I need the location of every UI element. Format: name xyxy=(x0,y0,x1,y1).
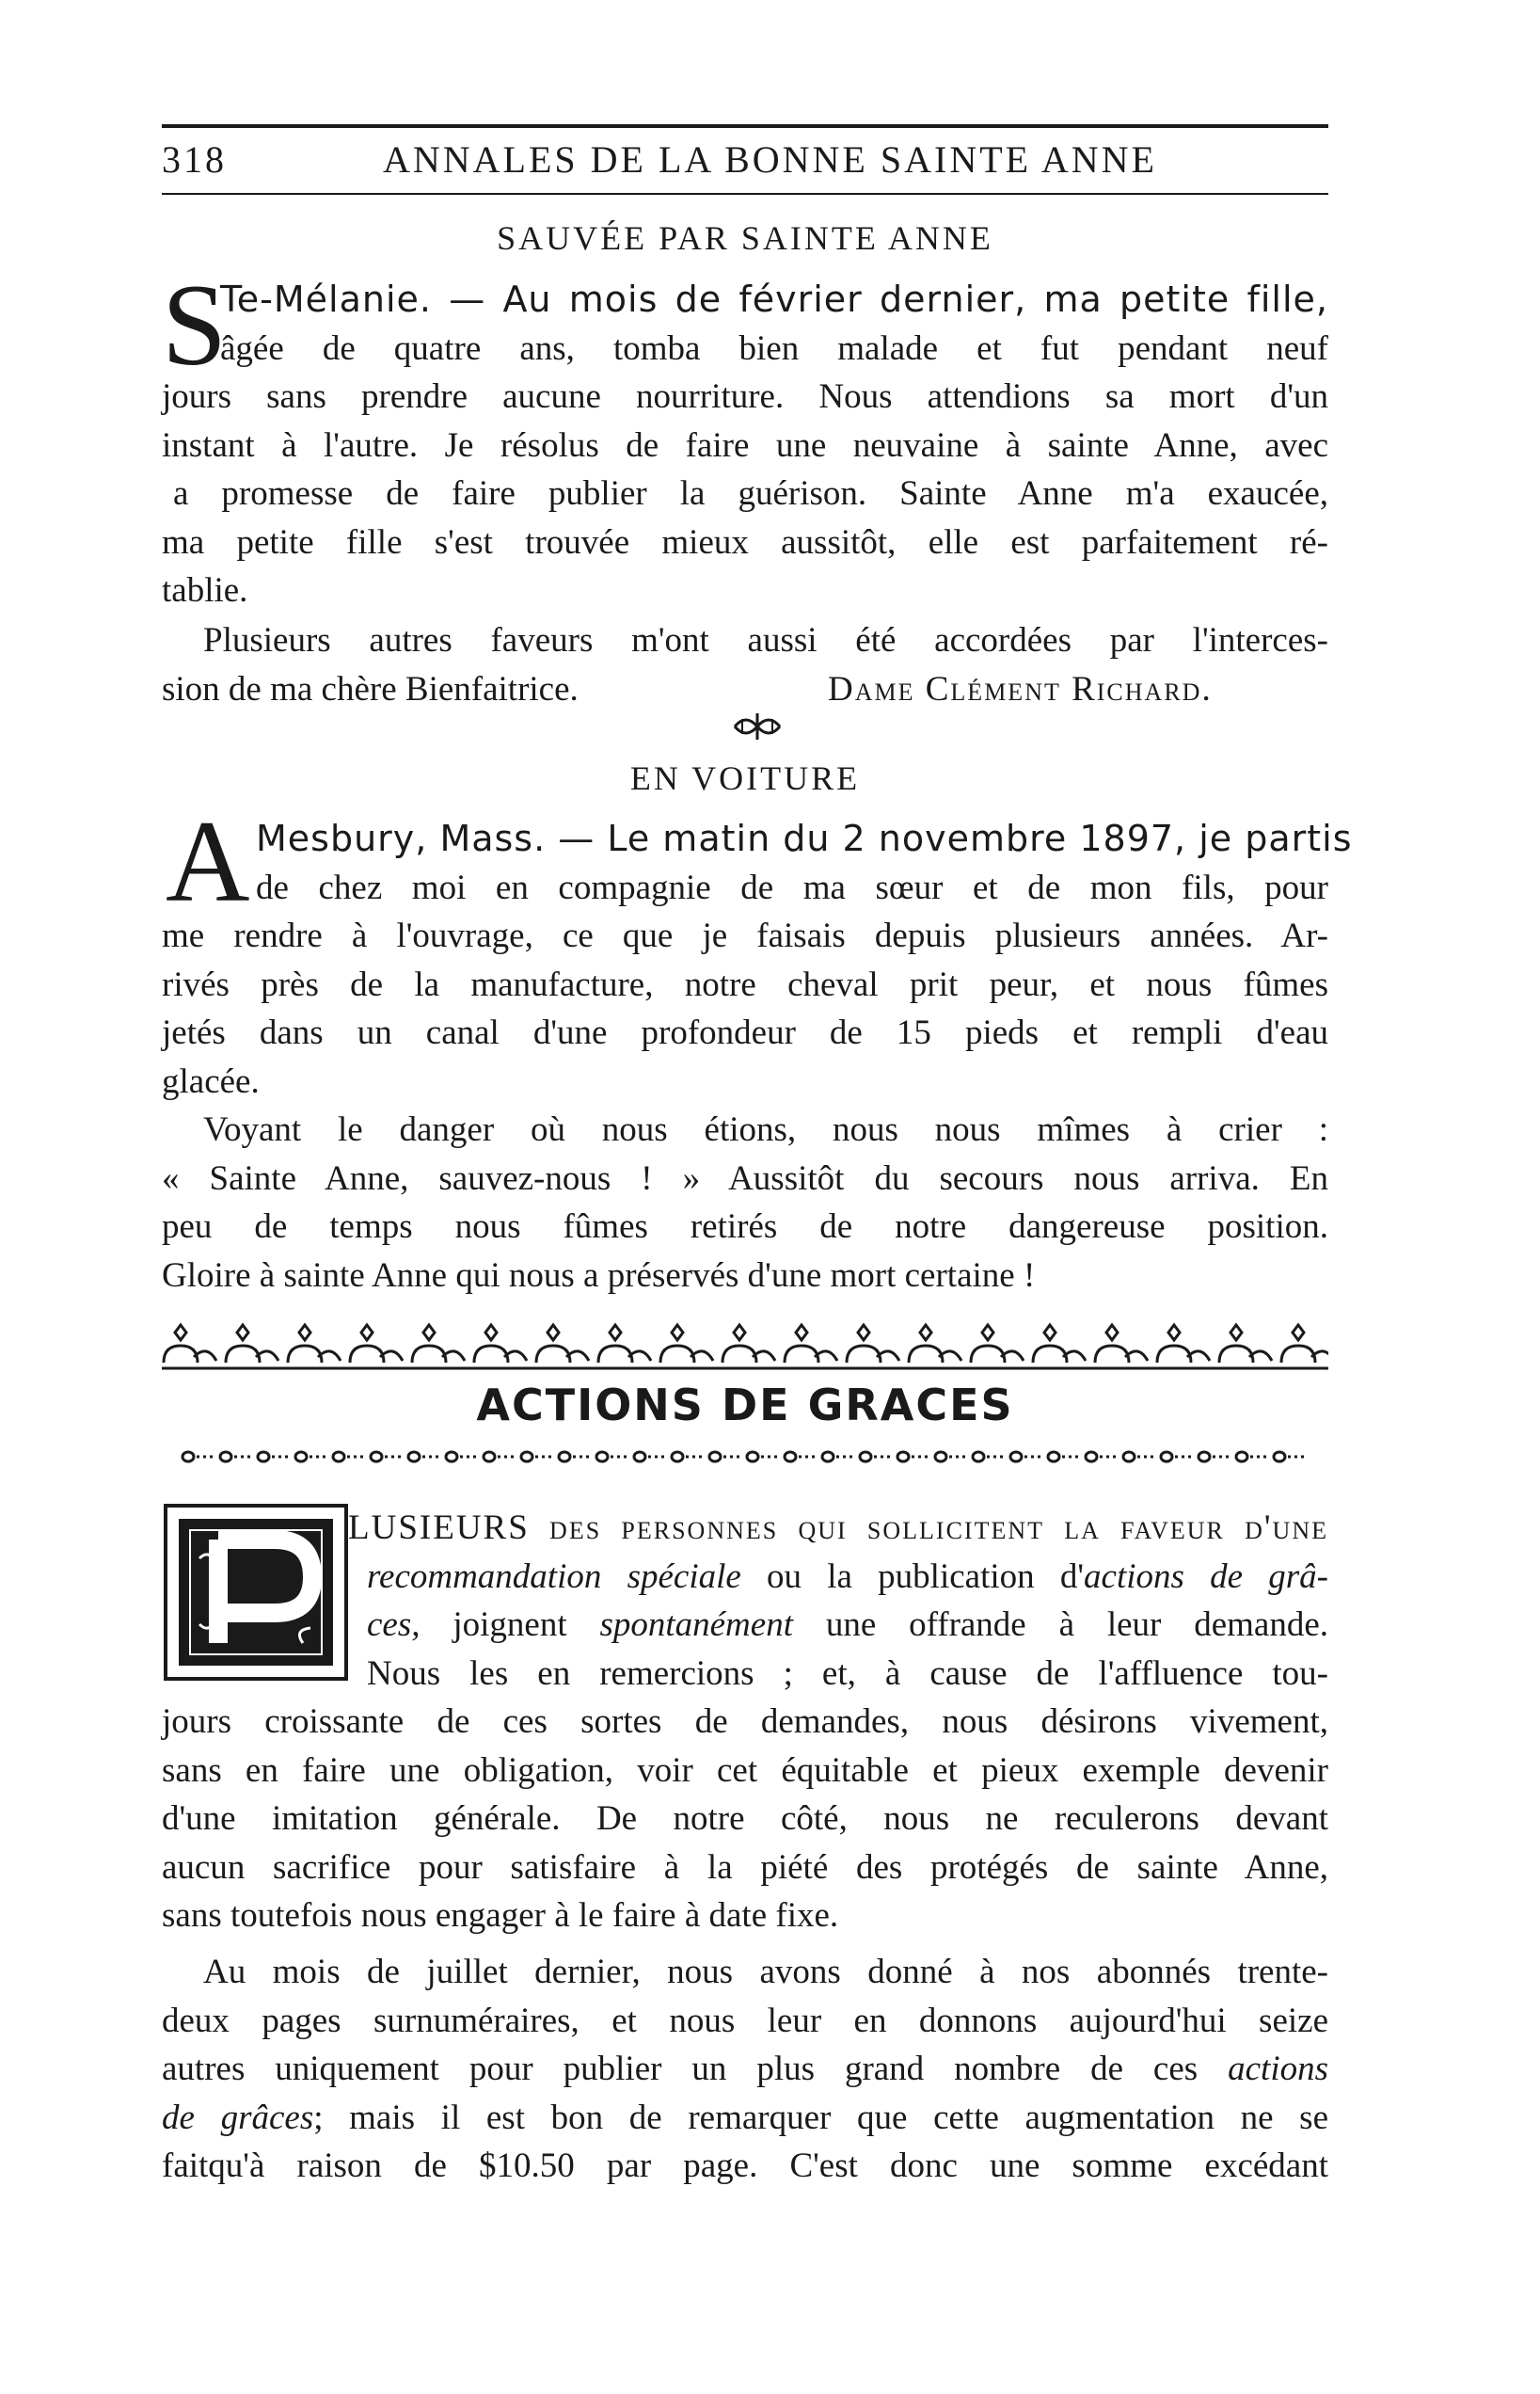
border-motif xyxy=(660,1325,713,1363)
text-line xyxy=(162,1601,1328,1650)
dot-motif xyxy=(897,1452,909,1461)
fleuron-ornament xyxy=(729,708,786,745)
border-motif xyxy=(536,1325,589,1363)
dot-motif xyxy=(1086,1452,1097,1461)
text-line xyxy=(162,2094,1328,2143)
italic-text: ces, xyxy=(367,1605,421,1644)
dot-motif xyxy=(484,1452,495,1461)
dot-motif xyxy=(371,1452,382,1461)
dot-motif xyxy=(258,1452,269,1461)
text-line: Au mois de juillet dernier, nous avons donné à nos abonnés trente- xyxy=(203,1953,1328,1991)
text-line: peu de temps nous fûmes retirés de notre dangereuse position. xyxy=(162,1207,1328,1246)
text-line: aucun sacrifice pour satisfaire à la piété des protégés de sainte Anne, xyxy=(162,1847,1328,1887)
dot-motif xyxy=(785,1452,796,1461)
paragraph-juillet xyxy=(162,1948,1328,2191)
italic-text: spontanément xyxy=(599,1605,793,1644)
dot-motif xyxy=(408,1452,420,1461)
text-run: une offrande à leur demande. xyxy=(825,1605,1328,1644)
text-line xyxy=(162,2045,1328,2094)
text-line: Te-Mélanie. — Au mois de février dernier, ma petite fille, xyxy=(220,279,1328,320)
text-line: Mesbury, Mass. — Le matin du 2 novembre 1897, je partis xyxy=(256,818,1353,859)
running-head xyxy=(162,134,1328,186)
italic-text: recommandation spéciale xyxy=(367,1556,741,1596)
text-line: tablie. xyxy=(162,571,248,610)
dot-motif xyxy=(747,1452,758,1461)
paragraph-sauvee xyxy=(162,261,1328,615)
dot-motif xyxy=(1274,1452,1285,1461)
section-title-actions-de-graces: ACTIONS DE GRACES xyxy=(476,1380,1014,1430)
dot-motif xyxy=(596,1452,608,1461)
text-line: a promesse de faire publier la guérison. Sainte Anne m'a exaucée, xyxy=(173,474,1328,513)
border-motif xyxy=(909,1325,961,1363)
decorative-border-band xyxy=(162,1321,1328,1378)
text-line: deux pages surnuméraires, et nous leur en donnons aujourd'hui seize xyxy=(162,2001,1328,2040)
dot-motif xyxy=(1123,1452,1135,1461)
text-line: âgée de quatre ans, tomba bien malade et fut pendant neuf xyxy=(220,328,1328,368)
text-run: ou la publication d' xyxy=(767,1556,1085,1596)
border-motif xyxy=(288,1325,341,1363)
dot-motif xyxy=(1199,1452,1210,1461)
header-rule xyxy=(162,193,1328,195)
text-run: ; mais il est bon de remarquer que cette augmentation ne se xyxy=(313,2098,1328,2137)
dot-motif xyxy=(709,1452,721,1461)
text-line: glacée. xyxy=(162,1061,260,1101)
text-line: jetés dans un canal d'une profondeur de 15 pieds et rempli d'eau xyxy=(162,1013,1328,1052)
text-run: LUSIEURS des personnes qui sollicitent la faveur d'une xyxy=(348,1508,1328,1547)
dot-motif xyxy=(333,1452,344,1461)
dropcap-s: S xyxy=(162,261,227,390)
italic-text: de grâces xyxy=(162,2098,314,2137)
border-motif xyxy=(1281,1325,1328,1363)
dot-motif xyxy=(220,1452,231,1461)
text-line: rivés près de la manufacture, notre cheval prit peur, et nous fûmes xyxy=(162,965,1328,1004)
dot-motif xyxy=(1010,1452,1022,1461)
dot-motif xyxy=(822,1452,834,1461)
border-motif xyxy=(1095,1325,1148,1363)
text-line: Voyant le danger où nous étions, nous nous mîmes à crier : xyxy=(203,1110,1328,1149)
border-motif xyxy=(971,1325,1024,1363)
top-rule xyxy=(162,124,1328,128)
text-line: Nous les en remercions ; et, à cause de l'affluence tou- xyxy=(367,1653,1328,1693)
text-line: Plusieurs autres faveurs m'ont aussi été accordées par l'interces- xyxy=(203,621,1328,660)
paragraph-plusieurs-personnes xyxy=(162,1504,1328,1940)
dot-motif xyxy=(295,1452,307,1461)
text-line: jours croissante de ces sortes de demandes, nous désirons vivement, xyxy=(162,1702,1328,1741)
border-motif xyxy=(1033,1325,1086,1363)
text-line xyxy=(162,1504,1328,1553)
border-motif xyxy=(1157,1325,1210,1363)
dot-motif xyxy=(1161,1452,1172,1461)
text-line: instant à l'autre. Je résolus de faire une neuvaine à sainte Anne, avec xyxy=(162,425,1328,465)
text-line: Gloire à sainte Anne qui nous a préservés d'une mort certaine ! xyxy=(162,1255,1036,1295)
border-motif xyxy=(598,1325,651,1363)
border-motif xyxy=(226,1325,278,1363)
text-line: sans toutefois nous engager à le faire à date fixe. xyxy=(162,1896,839,1935)
dot-motif xyxy=(935,1452,946,1461)
text-line xyxy=(162,1553,1328,1602)
text-run: joignent xyxy=(452,1605,567,1644)
paragraph-voyant xyxy=(162,1106,1328,1300)
dot-motif xyxy=(634,1452,645,1461)
dot-motif xyxy=(559,1452,570,1461)
dot-motif xyxy=(183,1452,194,1461)
border-motif xyxy=(722,1325,775,1363)
border-motif xyxy=(1219,1325,1272,1363)
text-line: sion de ma chère Bienfaitrice. xyxy=(162,669,579,709)
border-motif xyxy=(847,1325,899,1363)
border-motif xyxy=(785,1325,837,1363)
section-title-sauvee: SAUVÉE PAR SAINTE ANNE xyxy=(497,219,993,257)
dot-motif xyxy=(672,1452,683,1461)
dot-motif xyxy=(1048,1452,1059,1461)
text-run: autres uniquement pour publier un plus grand nombre de ces xyxy=(162,2050,1199,2088)
page-number: 318 xyxy=(162,138,227,181)
section-title-en-voiture: EN VOITURE xyxy=(629,759,861,797)
text-line: ma petite fille s'est trouvée mieux aussitôt, elle est parfaitement ré- xyxy=(162,522,1328,562)
dot-motif xyxy=(973,1452,984,1461)
text-line: sans en faire une obligation, voir cet équitable et pieux exemple devenir xyxy=(162,1750,1328,1790)
italic-text: actions de grâ- xyxy=(1084,1556,1328,1596)
italic-text: actions xyxy=(1228,2050,1329,2088)
border-motif xyxy=(474,1325,527,1363)
text-line: d'une imitation générale. De notre côté, nous ne reculerons devant xyxy=(162,1799,1328,1838)
paragraph-amesbury xyxy=(162,797,1353,1106)
signature: Dame Clément Richard. xyxy=(828,670,1213,709)
text-line: de chez moi en compagnie de ma sœur et de mon fils, pour xyxy=(256,868,1328,907)
text-line: jours sans prendre aucune nourriture. Nous attendions sa mort d'un xyxy=(162,377,1328,416)
running-title: ANNALES DE LA BONNE SAINTE ANNE xyxy=(383,138,1157,181)
text-line: « Sainte Anne, sauvez-nous ! » Aussitôt du secours nous arriva. En xyxy=(162,1158,1328,1198)
border-motif xyxy=(350,1325,403,1363)
dot-motif xyxy=(1236,1452,1247,1461)
dot-motif xyxy=(521,1452,532,1461)
text-line: me rendre à l'ouvrage, ce que je faisais depuis plusieurs années. Ar- xyxy=(162,917,1328,955)
dot-motif xyxy=(446,1452,457,1461)
text-line: faitqu'à raison de $10.50 par page. C'est donc une somme excédant xyxy=(162,2147,1328,2185)
border-motif xyxy=(164,1325,216,1363)
dot-motif xyxy=(860,1452,871,1461)
dropcap-a: A xyxy=(166,797,250,926)
dotted-rule-ornament xyxy=(179,1447,1326,1466)
border-motif xyxy=(412,1325,465,1363)
